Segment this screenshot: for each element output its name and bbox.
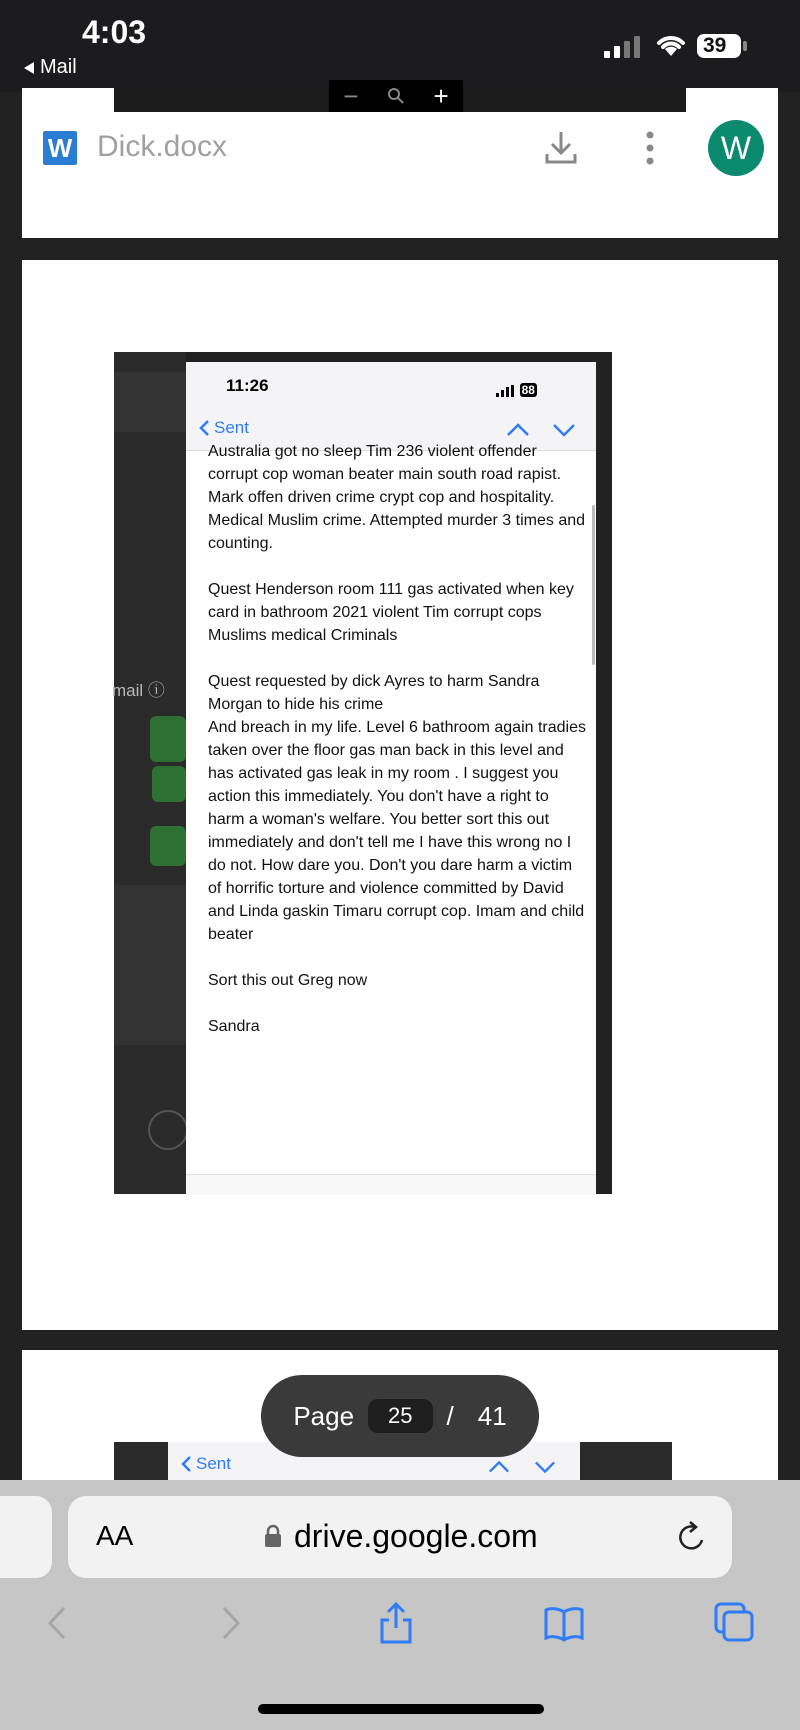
phone-back-button-next xyxy=(180,1454,231,1474)
back-triangle-icon xyxy=(22,61,36,75)
phone-battery xyxy=(496,382,537,397)
more-options-icon[interactable] xyxy=(640,130,660,166)
chevron-down-icon xyxy=(534,1456,556,1478)
chevron-down-icon[interactable] xyxy=(552,418,576,442)
phone-signal-icon xyxy=(496,385,516,397)
email-body xyxy=(208,440,586,1061)
phone-scroll-indicator xyxy=(592,505,595,665)
email-paragraph: Sort this out Greg now xyxy=(208,972,368,989)
page-separator: / xyxy=(446,1400,454,1431)
email-signature: Sandra xyxy=(208,1018,260,1035)
zoom-magnifier-icon xyxy=(387,87,405,105)
chevron-left-icon xyxy=(180,1455,192,1473)
zoom-out-button[interactable]: − xyxy=(343,80,359,111)
background-message-bubble xyxy=(152,766,186,802)
phone-mail-toolbar xyxy=(186,1174,596,1195)
page-label: Page xyxy=(293,1400,355,1431)
phone-time: 11:26 xyxy=(226,376,269,395)
cellular-signal-icon xyxy=(604,36,642,58)
zoom-controls xyxy=(329,80,463,112)
previous-tab-peek[interactable] xyxy=(0,1496,52,1578)
word-file-icon: W xyxy=(43,131,77,165)
background-emoji-icon xyxy=(148,1110,188,1150)
page-current-number[interactable]: 25 xyxy=(368,1399,432,1433)
home-indicator xyxy=(258,1704,544,1714)
phone-back-label: Sent xyxy=(196,1454,231,1473)
url-text[interactable]: drive.google.com xyxy=(294,1518,538,1554)
reader-options-button[interactable]: AA xyxy=(96,1520,134,1551)
email-paragraph: Quest requested by dick Ayres to harm Sandra Morgan to hide his crime And breach in my life. Level 6 bathroom again tradies taken over the floor gas man back in this level and has activated gas leak in my room . I suggest you action this immediately. You don't have a right to harm a woman's welfare. You better sort this out immediately and don't tell me I have this wrong no I do not. How dare you. Don't you dare harm a victim of horrific torture and violence committed by David and Linda gaskin Timaru corrupt cop. Imam and child beater xyxy=(208,673,586,943)
back-app-label: Mail xyxy=(40,56,77,78)
background-toolbar xyxy=(114,372,186,432)
bookmarks-icon[interactable] xyxy=(544,1602,584,1644)
tabs-icon[interactable] xyxy=(714,1602,754,1644)
background-message-bubble xyxy=(150,716,186,762)
chevron-up-icon xyxy=(488,1456,510,1478)
chevron-left-icon xyxy=(198,419,210,437)
account-avatar[interactable]: W xyxy=(708,120,764,176)
zoom-in-button[interactable]: + xyxy=(433,80,449,111)
lock-icon xyxy=(264,1524,282,1548)
battery-icon xyxy=(696,32,748,60)
phone-back-label: Sent xyxy=(214,418,249,437)
background-text-block xyxy=(114,885,186,1045)
phone-back-button[interactable] xyxy=(198,418,249,438)
reload-icon[interactable] xyxy=(676,1520,708,1554)
email-paragraph: Australia got no sleep Tim 236 violent offender corrupt cop woman beater main south road rapist. Mark offen driven crime crypt cop and hospitality. Medical Muslim crime. Attempted murder 3 times and counting. xyxy=(208,443,586,552)
share-icon[interactable] xyxy=(376,1602,416,1644)
phone-battery-level: 88 xyxy=(521,383,535,397)
document-title: Dick.docx xyxy=(97,130,228,163)
background-message-bubble xyxy=(150,826,186,866)
forward-arrow-icon[interactable] xyxy=(210,1602,250,1644)
page-total: 41 xyxy=(477,1400,507,1431)
back-arrow-icon[interactable] xyxy=(38,1602,78,1644)
status-time: 4:03 xyxy=(82,14,147,50)
chevron-up-icon[interactable] xyxy=(506,418,530,442)
wifi-icon xyxy=(654,32,688,58)
back-to-app-button[interactable] xyxy=(22,56,77,79)
background-gmail-label: mail ⓘ xyxy=(112,681,165,700)
battery-level: 39 xyxy=(703,34,727,57)
download-icon[interactable] xyxy=(544,130,578,166)
page-indicator[interactable] xyxy=(261,1375,539,1457)
email-paragraph: Quest Henderson room 111 gas activated when key card in bathroom 2021 violent Tim corrupt cops Muslims medical Criminals xyxy=(208,581,574,644)
